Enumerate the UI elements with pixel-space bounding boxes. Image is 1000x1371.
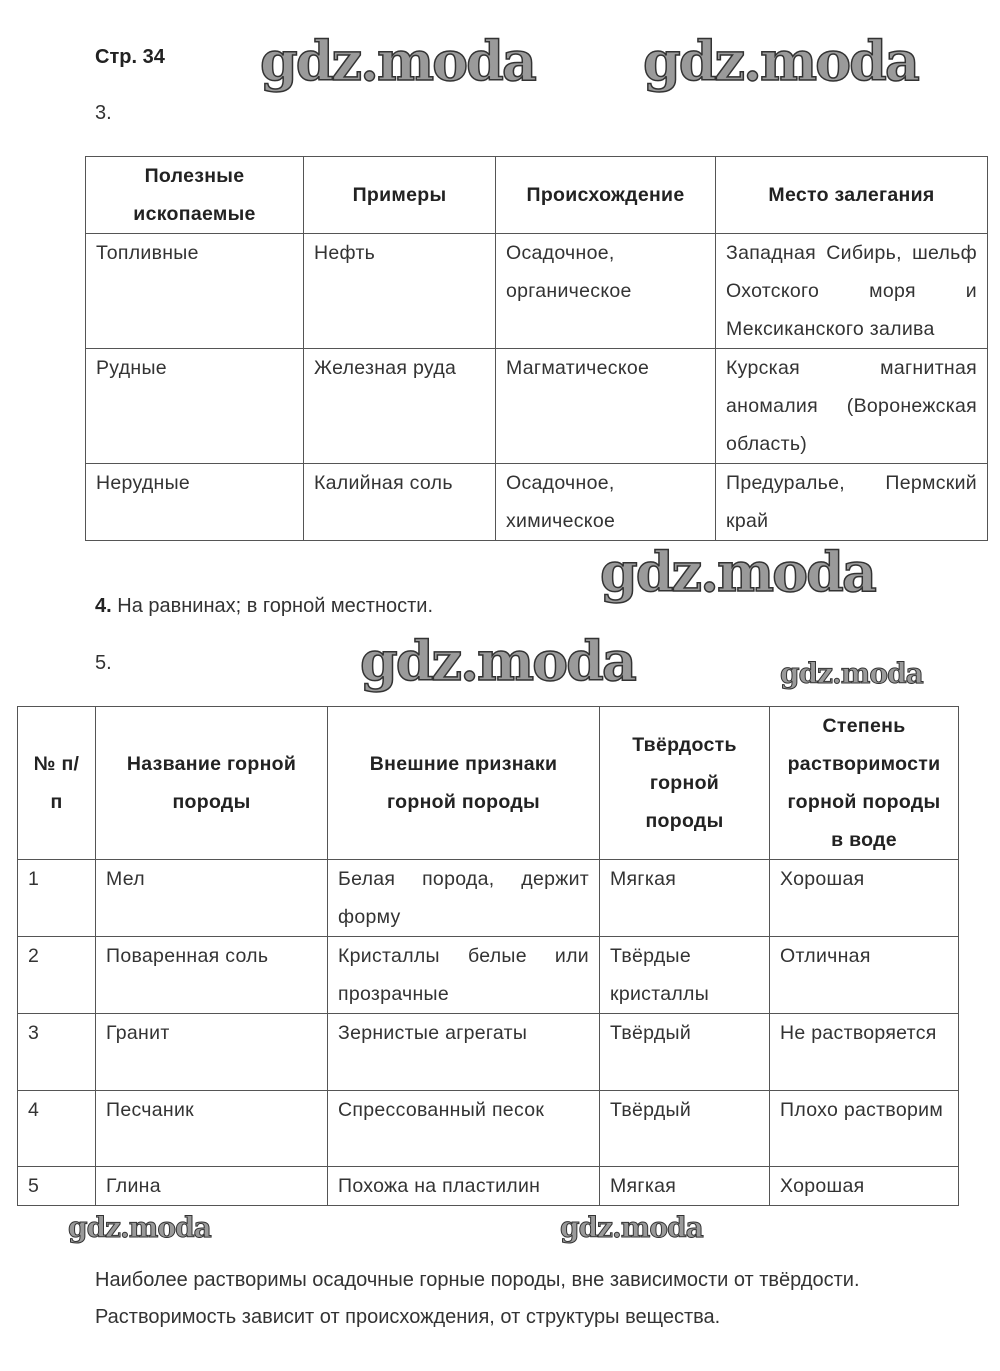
table-cell: Нерудные (86, 464, 304, 541)
table-cell: 2 (18, 937, 96, 1014)
table-cell: Калийная соль (304, 464, 496, 541)
table-cell: Мягкая (600, 1167, 770, 1206)
conclusion-line: Растворимость зависит от происхождения, от структуры вещества. (95, 1306, 721, 1328)
table-header-row (18, 707, 959, 860)
page-label: Стр. 34 (95, 46, 165, 68)
table-cell: Предуралье, Пермский край (716, 464, 988, 541)
table-cell: Отличная (770, 937, 959, 1014)
watermark: gdz.moda (643, 29, 918, 93)
table-row (18, 937, 959, 1014)
table-cell: 4 (18, 1091, 96, 1167)
table-cell: Плохо растворим (770, 1091, 959, 1167)
watermark: gdz.moda (68, 1211, 211, 1244)
task4-answer (95, 595, 433, 618)
header-cell: Степень растворимости горной породы в воде (770, 707, 959, 860)
table-row (18, 1167, 959, 1206)
table-cell: Поваренная соль (96, 937, 328, 1014)
watermark: gdz.moda (260, 29, 535, 93)
table-cell: Нефть (304, 234, 496, 349)
table-cell: Топливные (86, 234, 304, 349)
table-cell: Песчаник (96, 1091, 328, 1167)
table-cell: Кристаллы белые или прозрачные (328, 937, 600, 1014)
header-cell: Внешние признаки горной породы (328, 707, 600, 860)
rocks-table (17, 706, 959, 1206)
task3-number: 3. (95, 102, 112, 124)
table-header-row (86, 157, 988, 234)
task5-conclusion (95, 1262, 860, 1336)
table-row (18, 1091, 959, 1167)
table-cell: Осадочное, органическое (496, 234, 716, 349)
table-cell: Зернистые агрегаты (328, 1014, 600, 1091)
table-cell: Глина (96, 1167, 328, 1206)
table-row (86, 464, 988, 541)
header-cell: № п/п (18, 707, 96, 860)
table-cell: 5 (18, 1167, 96, 1206)
table-cell: Похожа на пластилин (328, 1167, 600, 1206)
conclusion-line: Наиболее растворимы осадочные горные породы, вне зависимости от твёрдости. (95, 1269, 860, 1291)
header-cell: Полезные ископаемые (86, 157, 304, 234)
table-cell: Гранит (96, 1014, 328, 1091)
task4-text: На равнинах; в горной местности. (117, 595, 434, 617)
table-cell: Железная руда (304, 349, 496, 464)
table-cell: Хорошая (770, 860, 959, 937)
table-cell: Спрессованный песок (328, 1091, 600, 1167)
table-cell: Твёрдый (600, 1014, 770, 1091)
table-cell: 3 (18, 1014, 96, 1091)
table-row (18, 1014, 959, 1091)
table-cell: Рудные (86, 349, 304, 464)
table-cell: Западная Сибирь, шельф Охотского моря и Мексиканского залива (716, 234, 988, 349)
table-cell: Мел (96, 860, 328, 937)
watermark: gdz.moda (600, 540, 875, 604)
header-cell: Место залегания (716, 157, 988, 234)
table-cell: Не растворяется (770, 1014, 959, 1091)
task4-number: 4. (95, 595, 112, 617)
header-cell: Примеры (304, 157, 496, 234)
table-cell: Курская магнитная аномалия (Воронежская область) (716, 349, 988, 464)
minerals-table (85, 156, 988, 541)
table-cell: Твёрдые кристаллы (600, 937, 770, 1014)
table-cell: Хорошая (770, 1167, 959, 1206)
watermark: gdz.moda (560, 1211, 703, 1244)
header-cell: Твёрдость горной породы (600, 707, 770, 860)
task5-number: 5. (95, 652, 112, 674)
table-cell: Белая порода, держит форму (328, 860, 600, 937)
table-cell: Твёрдый (600, 1091, 770, 1167)
table-cell: 1 (18, 860, 96, 937)
table-row (18, 860, 959, 937)
table-cell: Осадочное, химическое (496, 464, 716, 541)
header-cell: Происхождение (496, 157, 716, 234)
watermark: gdz.moda (360, 629, 635, 693)
table-cell: Магматическое (496, 349, 716, 464)
table-cell: Мягкая (600, 860, 770, 937)
table-row (86, 349, 988, 464)
table-row (86, 234, 988, 349)
header-cell: Название горной породы (96, 707, 328, 860)
watermark: gdz.moda (780, 657, 923, 690)
